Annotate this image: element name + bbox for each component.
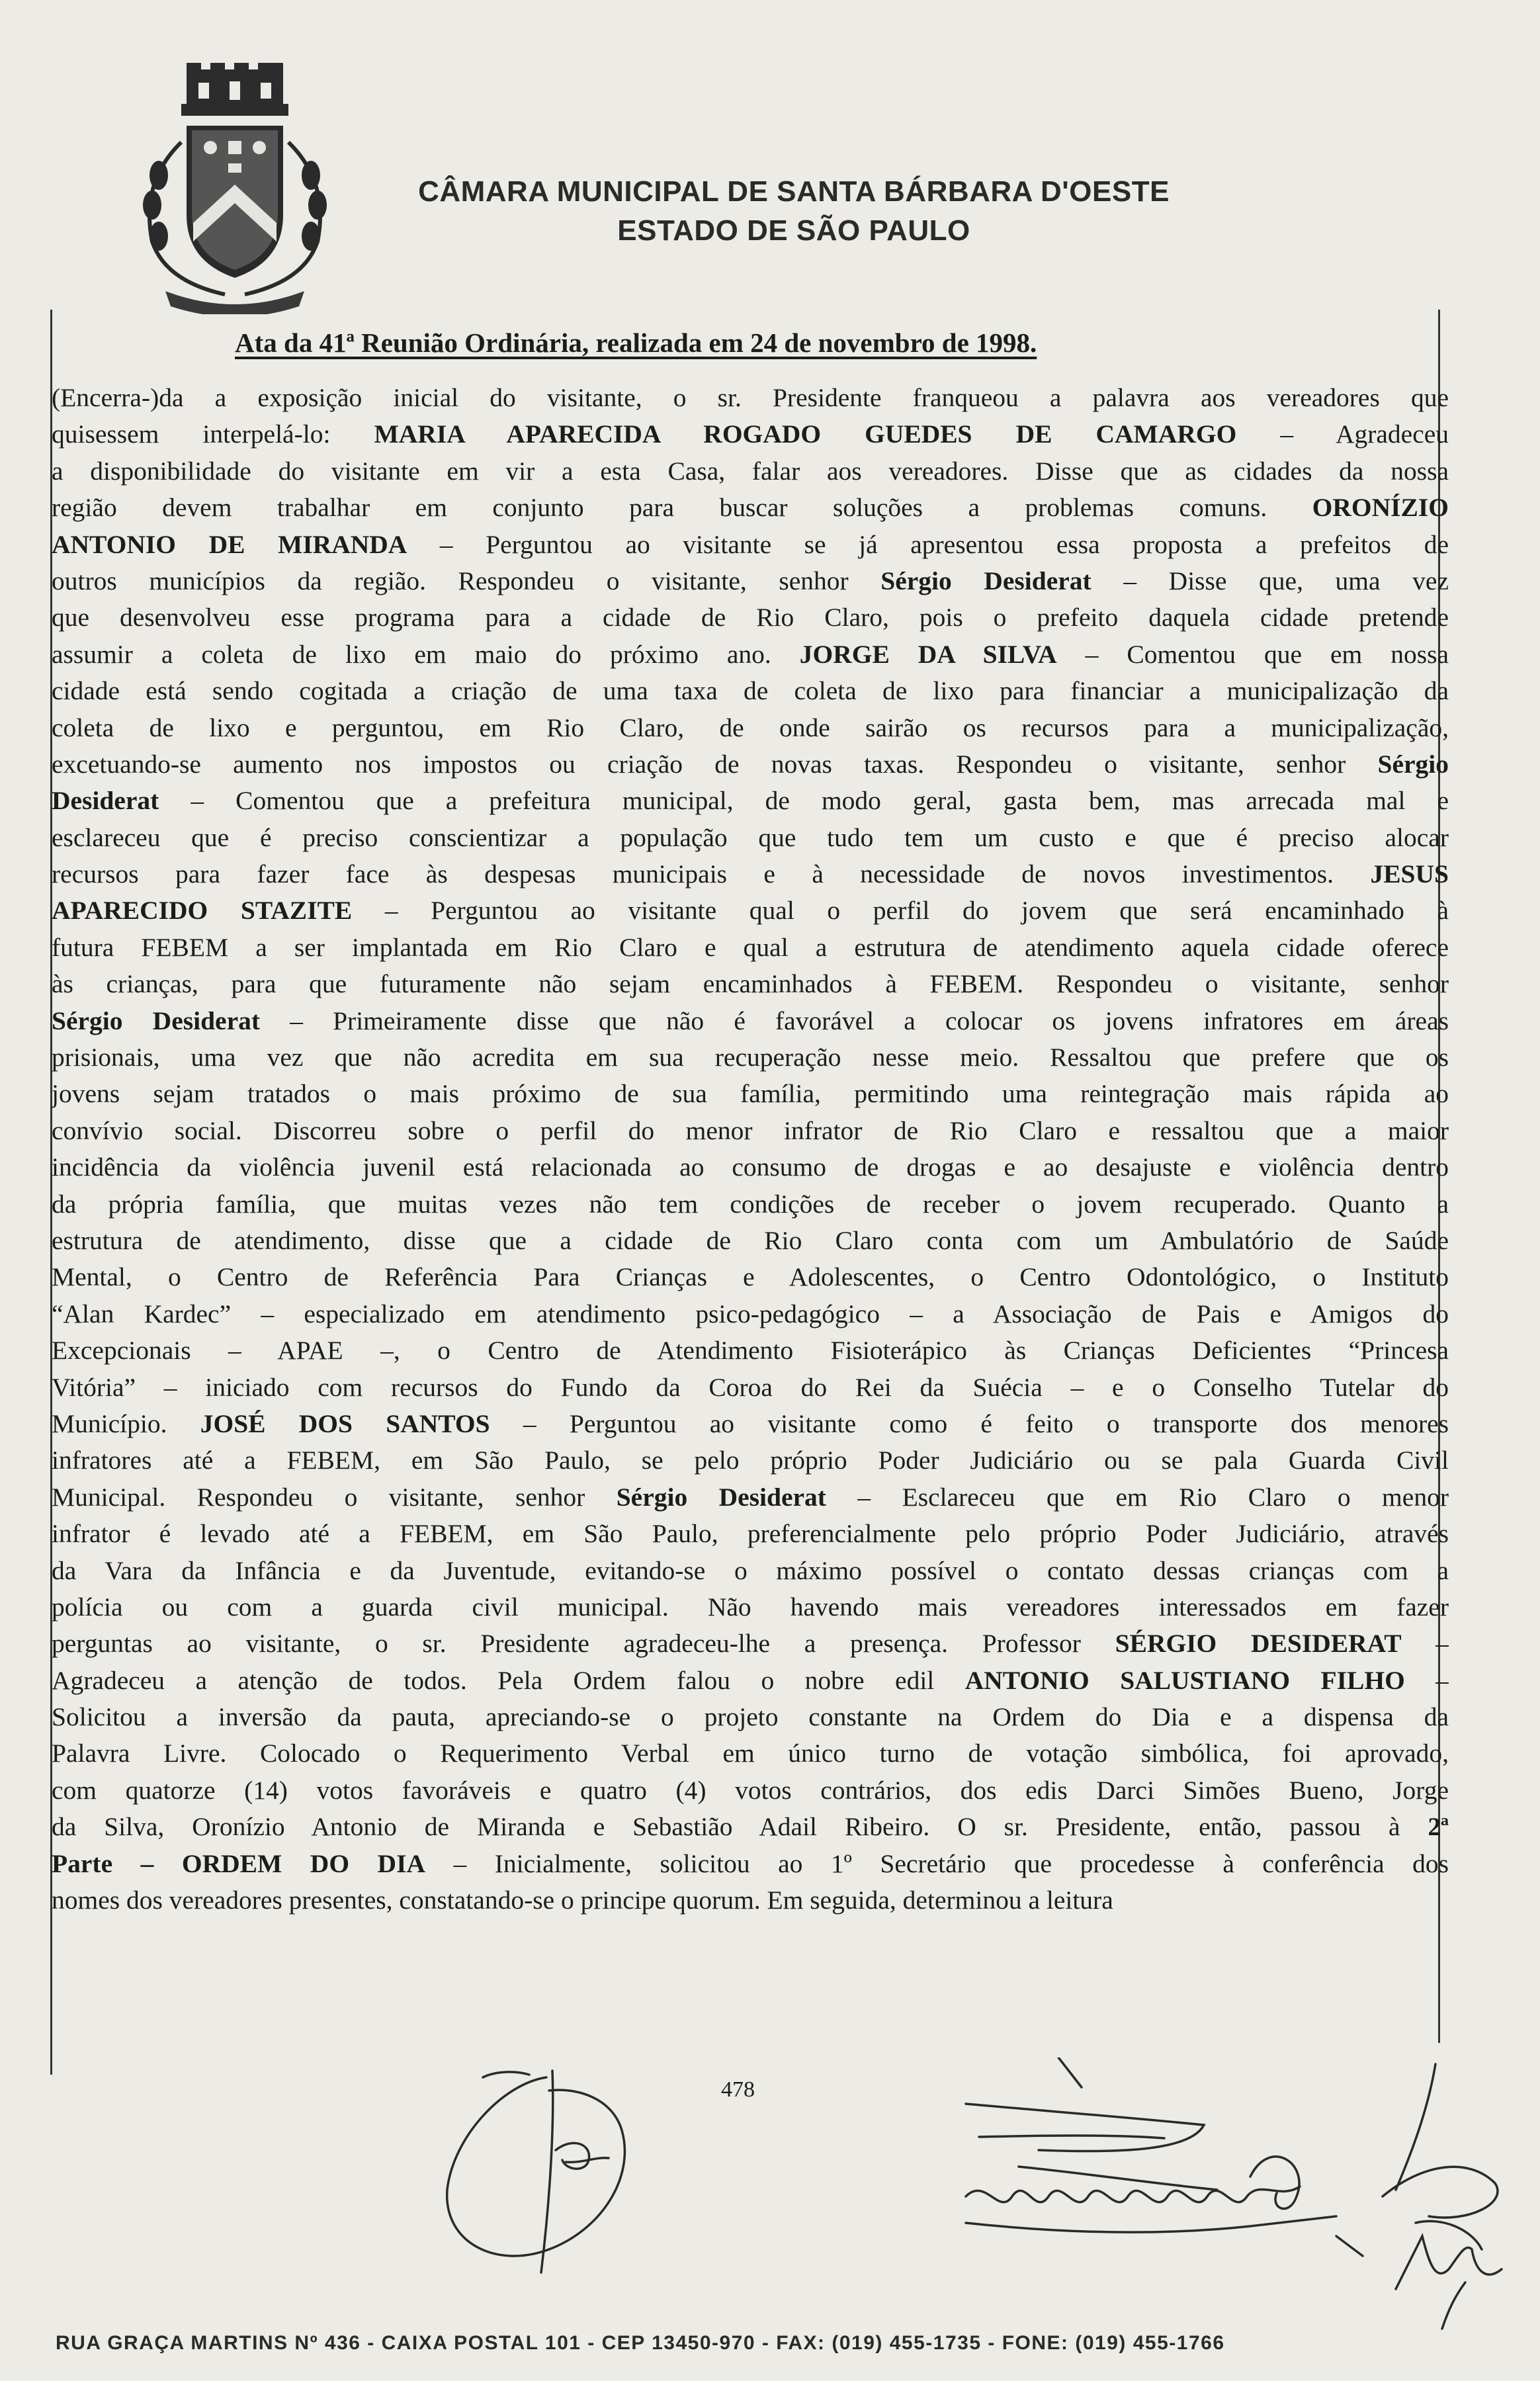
body-text-bold: ORONÍZIO: [1312, 493, 1449, 523]
body-line: [52, 783, 1449, 819]
body-line: [52, 892, 1449, 929]
signature-1: [423, 2051, 662, 2289]
body-text: infrator é levado até a FEBEM, em São Paulo, preferencialmente pelo próprio Poder Judiciário, através: [52, 1519, 1449, 1549]
body-line: [52, 1113, 1449, 1149]
body-text: – Perguntou ao visitante como é feito o transporte dos menores: [490, 1408, 1449, 1438]
body-text: – Perguntou ao visitante se já apresentou essa proposta a prefeitos de: [407, 529, 1449, 559]
body-line: [52, 673, 1449, 709]
body-text: Agradeceu a atenção de todos. Pela Ordem falou o nobre edil: [52, 1665, 965, 1695]
body-text-bold: Sérgio Desiderat: [880, 566, 1091, 595]
municipal-coat-of-arms-icon: [126, 63, 344, 314]
body-text: da Vara da Infância e da Juventude, evitando-se o máximo possível o contato dessas crianças com a: [52, 1555, 1449, 1585]
body-text: – Esclareceu que em Rio Claro o menor: [826, 1482, 1449, 1512]
body-line: [52, 1223, 1449, 1259]
body-text-bold: JESUS: [1370, 859, 1449, 889]
body-text: – Comentou que em nossa: [1056, 639, 1449, 669]
body-text: estrutura de atendimento, disse que a cidade de Rio Claro conta com um Ambulatório de Saúde: [52, 1225, 1449, 1255]
body-line: [52, 599, 1449, 636]
body-text: incidência da violência juvenil está relacionada ao consumo de drogas e ao desajuste e violência dentro: [52, 1152, 1449, 1182]
signature-3: [1349, 2051, 1521, 2335]
body-text: jovens sejam tratados o mais próximo de sua família, permitindo uma reintegração mais rápida ao: [52, 1079, 1449, 1109]
body-line: [52, 490, 1449, 526]
body-text: “Alan Kardec” – especializado em atendimento psico-pedagógico – a Associação de Pais e Amigos do: [52, 1299, 1449, 1328]
body-text-bold: APARECIDO STAZITE: [52, 896, 353, 926]
body-line: [52, 1516, 1449, 1552]
body-text: convívio social. Discorreu sobre o perfil do menor infrator de Rio Claro e ressaltou que a maior: [52, 1115, 1449, 1145]
body-text: futura FEBEM a ser implantada em Rio Claro e qual a estrutura de atendimento aquela cidade oferece: [52, 932, 1449, 962]
body-line: [52, 416, 1449, 453]
body-text: esclareceu que é preciso conscientizar a população que tudo tem um custo e que é preciso alocar: [52, 822, 1449, 852]
minutes-body: [52, 380, 1449, 1919]
body-line: [52, 563, 1449, 599]
minutes-title: Ata da 41ª Reunião Ordinária, realizada em 24 de novembro de 1998.: [235, 327, 1037, 358]
body-text-bold: Sérgio Desiderat: [52, 1006, 261, 1035]
body-line: [52, 1259, 1449, 1295]
body-line: [52, 820, 1449, 856]
body-line: [52, 1735, 1449, 1772]
body-text: Solicitou a inversão da pauta, apreciando-se o projeto constante na Ordem do Dia e a dispensa da: [52, 1702, 1449, 1732]
body-text: Palavra Livre. Colocado o Requerimento Verbal em único turno de votação simbólica, foi aprovado,: [52, 1739, 1449, 1768]
letterhead-institution: CÂMARA MUNICIPAL DE SANTA BÁRBARA D'OESTE: [418, 175, 1170, 208]
body-text: Municipal. Respondeu o visitante, senhor: [52, 1482, 617, 1512]
body-text: nomes dos vereadores presentes, constatando-se o principe quorum. Em seguida, determinou a leitura: [52, 1885, 1113, 1915]
body-text-bold: Sérgio: [1377, 749, 1449, 779]
body-line: [52, 1149, 1449, 1186]
body-line: [52, 1882, 1449, 1919]
footer-address: RUA GRAÇA MARTINS Nº 436 - CAIXA POSTAL 101 - CEP 13450-970 - FAX: (019) 455-1735 - FONE: (019) 455-1766: [56, 2332, 1225, 2354]
body-text: Vitória” – iniciado com recursos do Fundo da Coroa do Rei da Suécia – e o Conselho Tutelar do: [52, 1372, 1449, 1402]
body-line: [52, 1553, 1449, 1589]
body-text: –: [1404, 1665, 1449, 1695]
body-text: – Disse que, uma vez: [1091, 566, 1449, 595]
signature-2: [939, 2057, 1402, 2276]
body-text: região devem trabalhar em conjunto para buscar soluções a problemas comuns.: [52, 493, 1312, 523]
body-line: [52, 527, 1449, 563]
body-text-bold: 2ª: [1428, 1812, 1449, 1842]
body-line: [52, 710, 1449, 746]
body-line: [52, 856, 1449, 892]
body-text: excetuando-se aumento nos impostos ou criação de novas taxas. Respondeu o visitante, senhor: [52, 749, 1378, 779]
body-text: da própria família, que muitas vezes não tem condições de receber o jovem recuperado. Quanto a: [52, 1189, 1449, 1219]
body-text-bold: ANTONIO DE MIRANDA: [52, 529, 407, 559]
body-text: (Encerra-)da a exposição inicial do visitante, o sr. Presidente franqueou a palavra aos vereadores que: [52, 383, 1449, 412]
body-text-bold: ANTONIO SALUSTIANO FILHO: [964, 1665, 1405, 1695]
body-line: [52, 1809, 1449, 1845]
letterhead-state: ESTADO DE SÃO PAULO: [617, 214, 970, 247]
body-text: assumir a coleta de lixo em maio do próximo ano.: [52, 639, 800, 669]
body-line: [52, 1003, 1449, 1039]
body-text: cidade está sendo cogitada a criação de uma taxa de coleta de lixo para financiar a municipalização da: [52, 676, 1449, 706]
body-text: quisessem interpelá-lo:: [52, 419, 374, 449]
body-text-bold: Desiderat: [52, 786, 159, 816]
body-text: – Comentou que a prefeitura municipal, de modo geral, gasta bem, mas arrecada mal e: [159, 786, 1449, 816]
body-line: [52, 1186, 1449, 1223]
body-text: que desenvolveu esse programa para a cidade de Rio Claro, pois o prefeito daquela cidade pretende: [52, 603, 1449, 632]
body-line: [52, 1296, 1449, 1332]
body-line: [52, 1332, 1449, 1369]
body-text-bold: MARIA APARECIDA ROGADO GUEDES DE CAMARGO: [374, 419, 1237, 449]
body-line: [52, 453, 1449, 490]
body-text: – Agradeceu: [1236, 419, 1449, 449]
body-text: coleta de lixo e perguntou, em Rio Claro, de onde sairão os recursos para a municipalização,: [52, 713, 1449, 742]
body-text-bold: JOSÉ DOS SANTOS: [200, 1408, 490, 1438]
body-line: [52, 1589, 1449, 1625]
body-text: prisionais, uma vez que não acredita em sua recuperação nesse meio. Ressaltou que prefere que os: [52, 1043, 1449, 1072]
body-line: [52, 966, 1449, 1002]
body-line: [52, 1772, 1449, 1809]
body-text: com quatorze (14) votos favoráveis e quatro (4) votos contrários, dos edis Darci Simões Bueno, Jorge: [52, 1775, 1449, 1805]
body-text: Mental, o Centro de Referência Para Crianças e Adolescentes, o Centro Odontológico, o Instituto: [52, 1262, 1449, 1292]
body-line: [52, 1846, 1449, 1882]
body-line: [52, 1479, 1449, 1516]
body-text-bold: JORGE DA SILVA: [799, 639, 1057, 669]
body-text: perguntas ao visitante, o sr. Presidente agradeceu-lhe a presença. Professor: [52, 1629, 1115, 1659]
body-text: às crianças, para que futuramente não sejam encaminhados à FEBEM. Respondeu o visitante, senhor: [52, 969, 1449, 999]
body-line: [52, 1625, 1449, 1662]
body-line: [52, 746, 1449, 783]
body-line: [52, 1663, 1449, 1699]
page-number: 478: [721, 2077, 755, 2102]
body-text: – Perguntou ao visitante qual o perfil do jovem que será encaminhado à: [352, 896, 1449, 926]
body-line: [52, 1699, 1449, 1735]
body-line: [52, 636, 1449, 673]
body-text: infratores até a FEBEM, em São Paulo, se pelo próprio Poder Judiciário ou se pala Guarda Civil: [52, 1446, 1449, 1475]
body-text: – Inicialmente, solicitou ao 1º Secretário que procedesse à conferência dos: [425, 1848, 1449, 1878]
body-line: [52, 1039, 1449, 1076]
body-text: Excepcionais – APAE –, o Centro de Atendimento Fisioterápico às Crianças Deficientes “Princesa: [52, 1336, 1449, 1365]
body-line: [52, 1442, 1449, 1479]
letterhead: [357, 173, 1230, 251]
body-line: [52, 1369, 1449, 1406]
body-text: outros municípios da região. Respondeu o visitante, senhor: [52, 566, 881, 595]
body-text: recursos para fazer face às despesas municipais e à necessidade de novos investimentos.: [52, 859, 1371, 889]
body-line: [52, 380, 1449, 416]
body-line: [52, 1076, 1449, 1112]
body-text: –: [1401, 1629, 1449, 1659]
body-text-bold: SÉRGIO DESIDERAT: [1115, 1629, 1402, 1659]
body-text: a disponibilidade do visitante em vir a esta Casa, falar aos vereadores. Disse que as cidades da nossa: [52, 456, 1449, 486]
body-text: Município.: [52, 1408, 200, 1438]
body-text: – Primeiramente disse que não é favorável a colocar os jovens infratores em áreas: [260, 1006, 1449, 1035]
body-text-bold: Parte – ORDEM DO DIA: [52, 1848, 425, 1878]
body-text: polícia ou com a guarda civil municipal. Não havendo mais vereadores interessados em fazer: [52, 1592, 1449, 1622]
body-line: [52, 930, 1449, 966]
body-line: [52, 1406, 1449, 1442]
body-text-bold: Sérgio Desiderat: [616, 1482, 826, 1512]
body-text: da Silva, Oronízio Antonio de Miranda e Sebastião Adail Ribeiro. O sr. Presidente, então, passou à: [52, 1812, 1428, 1842]
